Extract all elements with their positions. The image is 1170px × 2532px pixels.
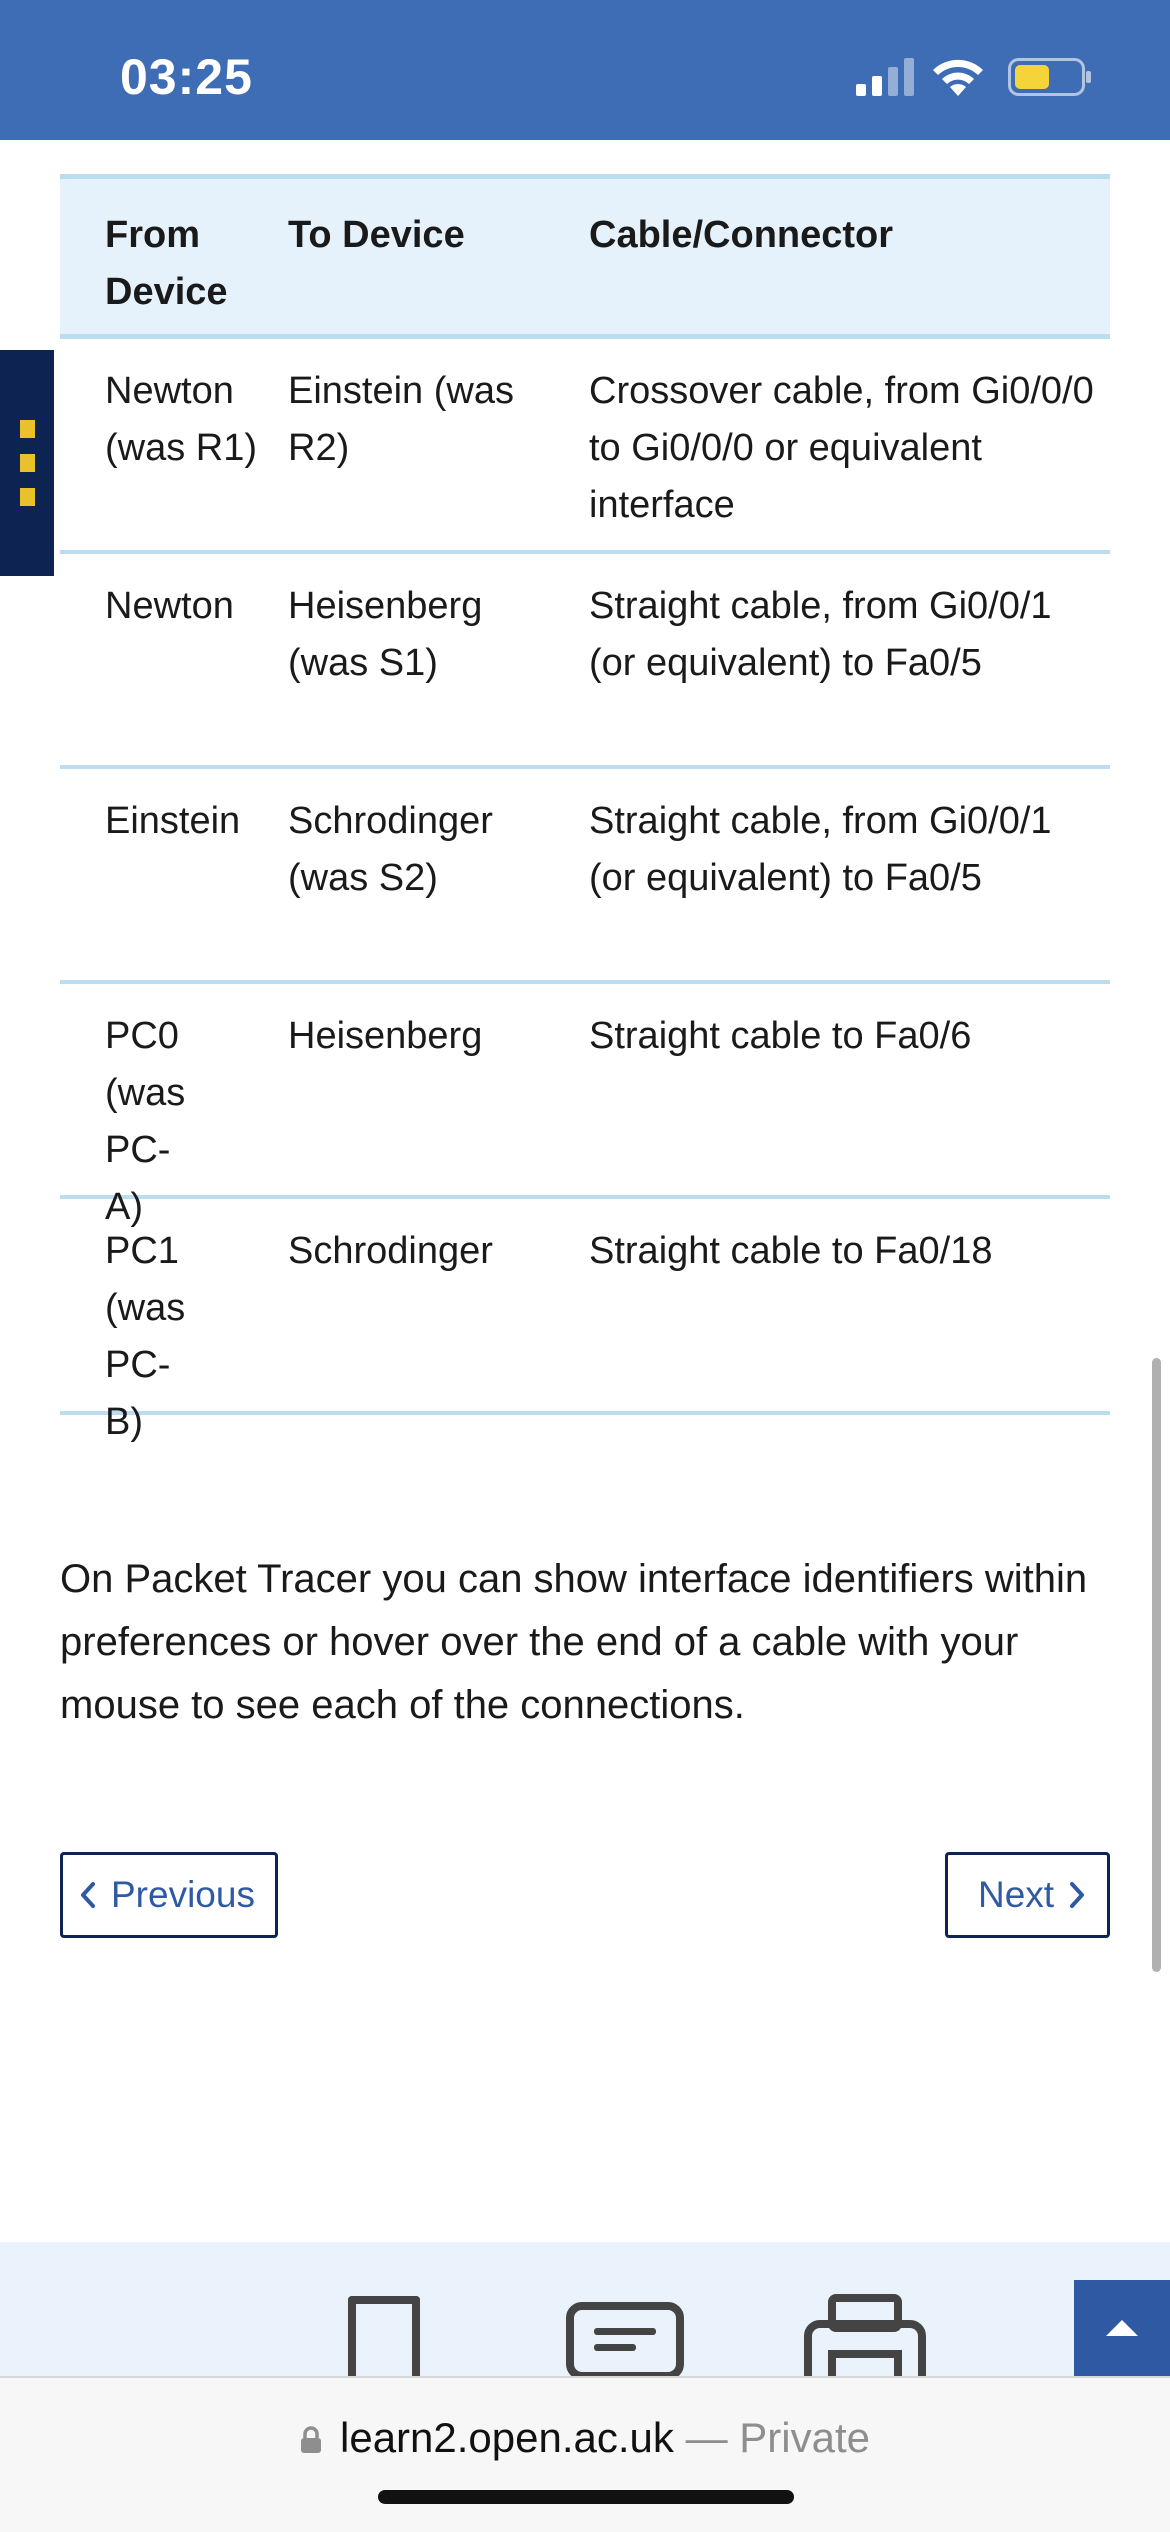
battery-icon <box>1008 58 1092 96</box>
cell-to: Heisenberg <box>288 1015 483 1057</box>
header-to-device: To Device <box>288 214 465 256</box>
packet-tracer-note: On Packet Tracer you can show interface identifiers within preferences or hover over the end of a cable with your mouse to see each of the connections. <box>60 1557 1088 1727</box>
cell-from: PC1 (was PC-B) <box>105 1230 186 1443</box>
cell-to: Schrodinger (was S2) <box>288 800 493 899</box>
cell-to: Heisenberg (was S1) <box>288 585 483 684</box>
cell-from: Newton (was R1) <box>105 370 258 469</box>
table-row <box>60 554 1110 769</box>
side-menu-tab[interactable] <box>0 350 54 576</box>
back-to-top-button[interactable] <box>1074 2280 1170 2376</box>
url-text: learn2.open.ac.uk <box>340 2414 674 2461</box>
lock-icon <box>300 2426 322 2454</box>
print-icon[interactable] <box>804 2294 926 2376</box>
url-display[interactable] <box>0 2414 1170 2462</box>
table-row <box>60 339 1110 554</box>
cell-cable: Straight cable, from Gi0/0/1 (or equivalent) to Fa0/5 <box>589 585 1052 684</box>
comment-line <box>594 2328 656 2335</box>
next-button[interactable] <box>945 1852 1110 1938</box>
cell-cable: Straight cable to Fa0/18 <box>589 1230 993 1272</box>
footer-toolbar <box>0 2242 1170 2376</box>
cell-cable: Crossover cable, from Gi0/0/0 to Gi0/0/0 or equivalent interface <box>589 370 1094 526</box>
status-time: 03:25 <box>120 49 253 105</box>
next-label: Next <box>978 1874 1055 1915</box>
chevron-left-icon <box>77 1879 99 1911</box>
table-row <box>60 769 1110 984</box>
cell-from: Einstein <box>105 800 241 842</box>
cell-to: Schrodinger <box>288 1230 493 1272</box>
cell-cable: Straight cable, from Gi0/0/1 (or equivalent) to Fa0/5 <box>589 800 1052 899</box>
table-row <box>60 984 1110 1228</box>
menu-dot-icon <box>20 488 35 506</box>
cell-from: PC0 (was PC-A) <box>105 1015 186 1228</box>
private-label: — Private <box>685 2414 870 2461</box>
previous-button[interactable] <box>60 1852 278 1938</box>
cell-cable: Straight cable to Fa0/6 <box>589 1015 972 1057</box>
header-cable-connector: Cable/Connector <box>589 214 894 256</box>
status-bar <box>0 0 1170 140</box>
cell-to: Einstein (was R2) <box>288 370 514 469</box>
header-from-device: From Device <box>105 214 228 313</box>
browser-address-bar[interactable] <box>0 2376 1170 2532</box>
table-row <box>60 1199 1110 1443</box>
arrow-up-icon <box>1102 2316 1142 2340</box>
page-scrollbar[interactable] <box>1152 1358 1161 1972</box>
bookmark-icon[interactable] <box>348 2296 420 2376</box>
home-indicator[interactable] <box>378 2490 794 2504</box>
connections-table <box>60 174 1110 1443</box>
menu-dot-icon <box>20 420 35 438</box>
wifi-icon <box>930 56 986 98</box>
cell-from: Newton <box>105 585 234 627</box>
chevron-right-icon <box>1066 1879 1088 1911</box>
menu-dot-icon <box>20 454 35 472</box>
previous-label: Previous <box>111 1874 255 1915</box>
comment-icon[interactable] <box>566 2302 684 2376</box>
cellular-signal-icon <box>856 58 914 96</box>
comment-line <box>594 2344 636 2351</box>
table-header-row <box>60 174 1110 339</box>
